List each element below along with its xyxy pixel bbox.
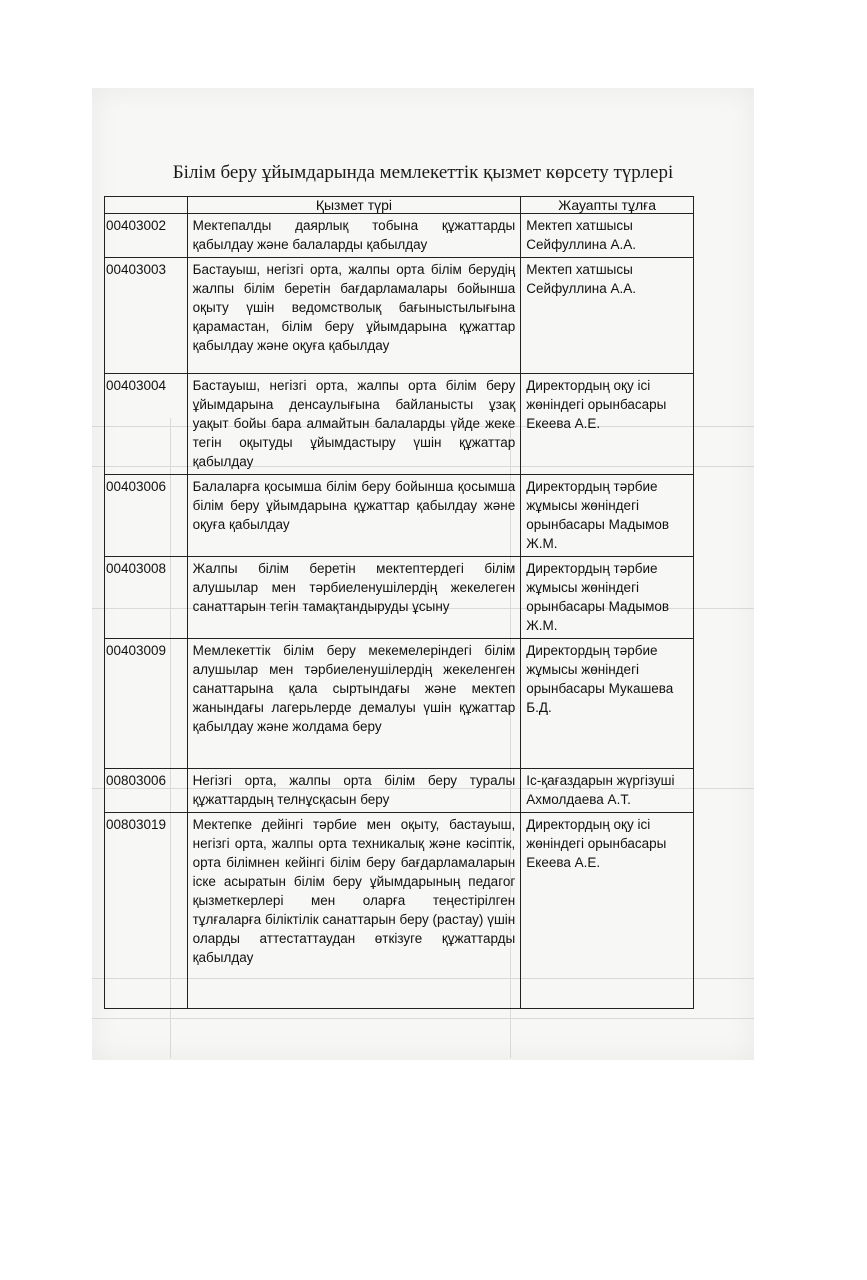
- responsible-person: Мектеп хатшысы Сейфуллина А.А.: [521, 214, 694, 258]
- responsible-person: Іс-қағаздарын жүргізуші Ахмолдаева А.Т.: [521, 769, 694, 813]
- service-description: Негізгі орта, жалпы орта білім беру туралы құжаттардың телнұсқасын беру: [187, 769, 521, 813]
- service-code: 00803019: [105, 813, 188, 1009]
- service-code: 00403004: [105, 374, 188, 475]
- service-code: 00403002: [105, 214, 188, 258]
- table-row: [105, 214, 694, 258]
- table-row: [105, 639, 694, 769]
- table-row: [105, 557, 694, 639]
- header-responsible: Жауапты тұлға: [521, 197, 694, 214]
- table-row: [105, 769, 694, 813]
- header-code: [105, 197, 188, 214]
- service-description: Мектепалды даярлық тобына құжаттарды қабылдау және балаларды қабылдау: [187, 214, 521, 258]
- service-description: Балаларға қосымша білім беру бойынша қосымша білім беру ұйымдарына құжаттар қабылдау және оқуға қабылдау: [187, 475, 521, 557]
- table-header-row: [105, 197, 694, 214]
- service-description: Бастауыш, негізгі орта, жалпы орта білім беру ұйымдарына денсаулығына байланысты ұзақ уақыт бойы бара алмайтын балаларды үйде жеке тегін оқытуды ұйымдастыру үшін құжаттар қабылдау: [187, 374, 521, 475]
- responsible-person: Мектеп хатшысы Сейфуллина А.А.: [521, 258, 694, 374]
- service-description: Мектепке дейінгі тәрбие мен оқыту, бастауыш, негізгі орта, жалпы орта техникалық және кәсіптік, орта білімнен кейінгі білім беру бағдарламаларын іске асыратын білім беру ұйымдарының педагог қызметкерлері мен оларға теңестірілген тұлғаларға біліктілік санаттарын беру (растау) үшін оларды аттестаттаудан өткізуге құжаттарды қабылдау: [187, 813, 521, 1009]
- responsible-person: Директордың тәрбие жұмысы жөніндегі орынбасары Мадымов Ж.М.: [521, 557, 694, 639]
- service-code: 00403006: [105, 475, 188, 557]
- table-row: [105, 475, 694, 557]
- responsible-person: Директордың оқу ісі жөніндегі орынбасары Екеева А.Е.: [521, 813, 694, 1009]
- services-table: [104, 196, 694, 1009]
- service-description: Бастауыш, негізгі орта, жалпы орта білім берудің жалпы білім беретін бағдарламалары бойынша оқыту үшін ведомстволық бағыныстылығына қарамастан, білім беру ұйымдарына құжаттар қабылдау және оқуға қабылдау: [187, 258, 521, 374]
- service-code: 00403009: [105, 639, 188, 769]
- service-code: 00403003: [105, 258, 188, 374]
- document-page: [92, 88, 754, 1060]
- header-service: Қызмет түрі: [187, 197, 521, 214]
- table-row: [105, 374, 694, 475]
- responsible-person: Директордың тәрбие жұмысы жөніндегі орынбасары Мукашева Б.Д.: [521, 639, 694, 769]
- service-code: 00403008: [105, 557, 188, 639]
- service-code: 00803006: [105, 769, 188, 813]
- responsible-person: Директордың тәрбие жұмысы жөніндегі орынбасары Мадымов Ж.М.: [521, 475, 694, 557]
- service-description: Мемлекеттік білім беру мекемелеріндегі білім алушылар мен тәрбиеленушілердің жекеленген санаттарына қала сыртындағы және мектеп жанындағы лагерьлерде демалуы үшін құжаттар қабылдау және жолдама беру: [187, 639, 521, 769]
- table-row: [105, 258, 694, 374]
- table-row: [105, 813, 694, 1009]
- service-description: Жалпы білім беретін мектептердегі білім алушылар мен тәрбиеленушілердің жекелеген санаттарын тегін тамақтандыруды ұсыну: [187, 557, 521, 639]
- document-title: Білім беру ұйымдарында мемлекеттік қызмет көрсету түрлері: [172, 162, 674, 183]
- responsible-person: Директордың оқу ісі жөніндегі орынбасары Екеева А.Е.: [521, 374, 694, 475]
